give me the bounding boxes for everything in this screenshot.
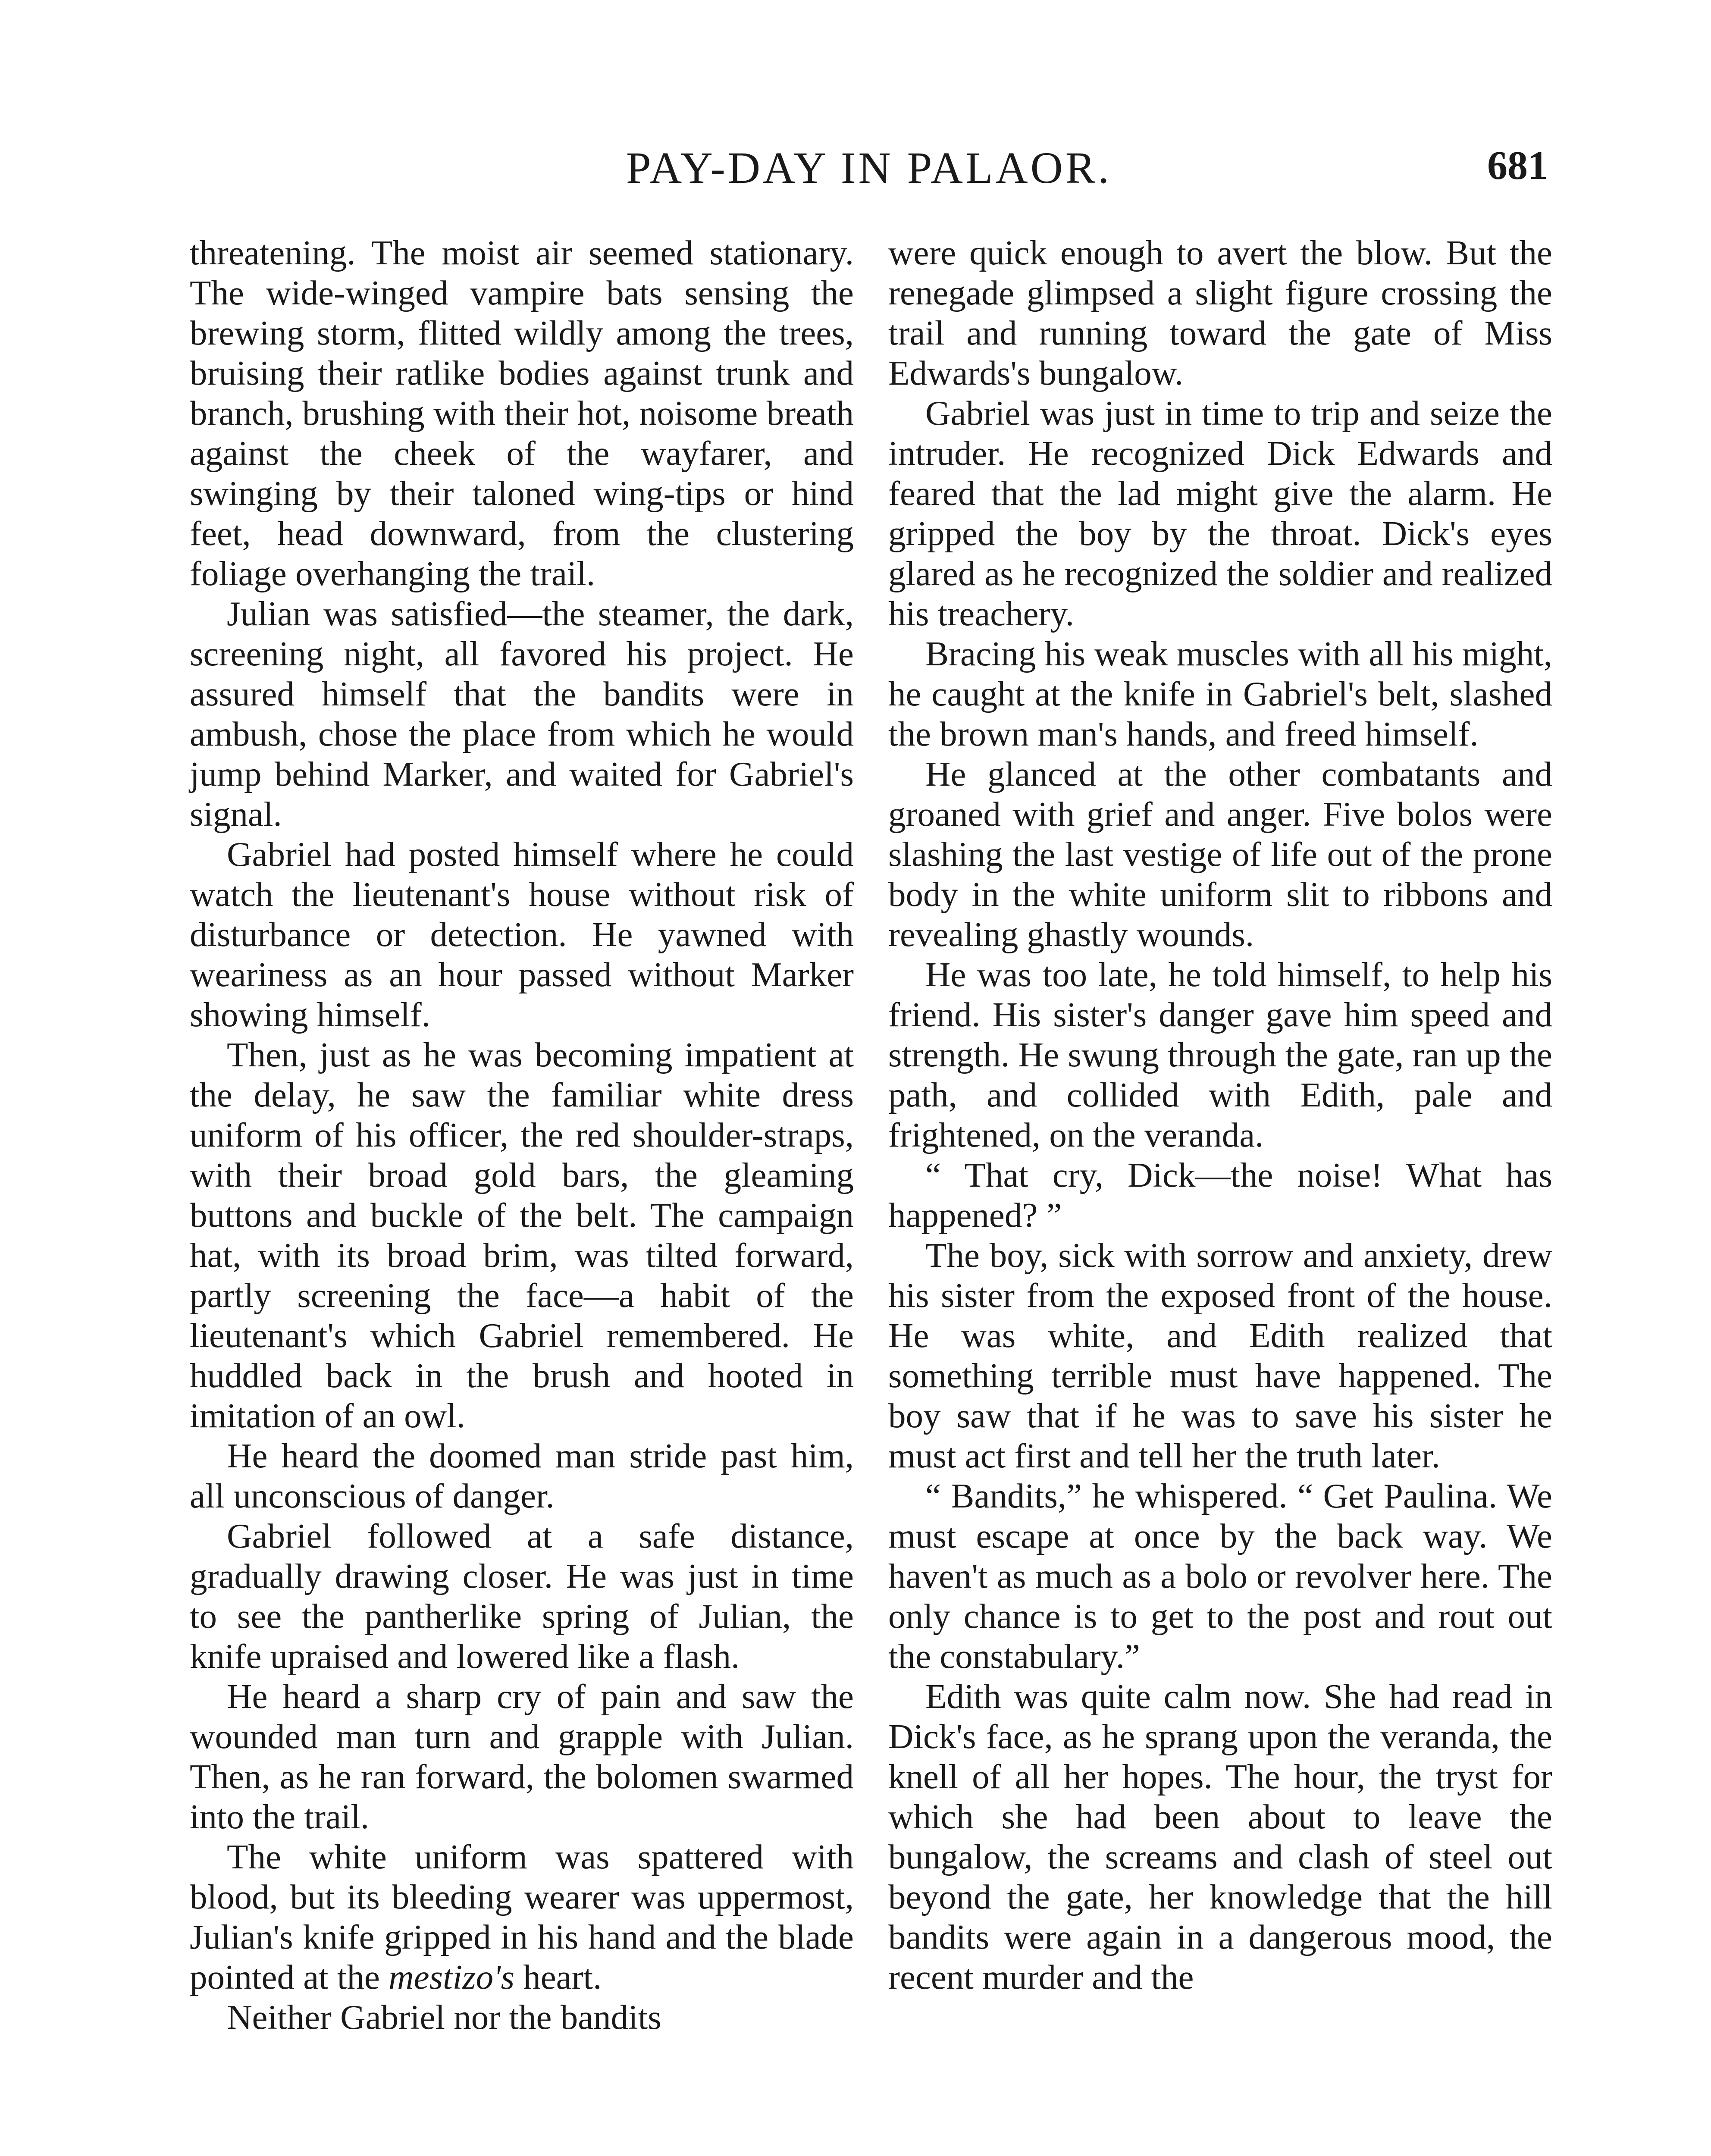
running-header bbox=[190, 142, 1548, 203]
paragraph: He heard the doomed man stride past him, all unconscious of danger. bbox=[190, 1436, 854, 1515]
paragraph: Gabriel followed at a safe distance, gradually drawing closer. He was just in time to see the pantherlike spring of Julian, the knife upraised and lowered like a flash. bbox=[190, 1517, 854, 1676]
right-column bbox=[888, 233, 1552, 1997]
paragraph: Gabriel had posted himself where he could watch the lieutenant's house without risk of disturbance or detection. He yawned with weariness as an hour passed without Marker showing himself. bbox=[190, 835, 854, 1034]
paragraph bbox=[190, 1837, 854, 1997]
paragraph: The boy, sick with sorrow and anxiety, drew his sister from the exposed front of the house. He was white, and Edith realized that something terrible must have happened. The boy saw that if he was to save his sister he must act first and tell her the truth later. bbox=[888, 1236, 1552, 1475]
paragraph-text: The white uniform was spattered with blood, but its bleeding wearer was uppermost, Julian's knife gripped in his hand and the blade pointed at the bbox=[190, 1837, 854, 1996]
paragraph: Bracing his weak muscles with all his might, he caught at the knife in Gabriel's belt, slashed the brown man's hands, and freed himself. bbox=[888, 634, 1552, 753]
paragraph: “ That cry, Dick—the noise! What has happened? ” bbox=[888, 1156, 1552, 1235]
paragraph: Gabriel was just in time to trip and seize the intruder. He recognized Dick Edwards and feared that the lad might give the alarm. He gripped the boy by the throat. Dick's eyes glared as he recognized the soldier and realized his treachery. bbox=[888, 394, 1552, 633]
paragraph: Edith was quite calm now. She had read in Dick's face, as he sprang upon the veranda, the knell of all her hopes. The hour, the tryst for which she had been about to leave the bungalow, the screams and clash of steel out beyond the gate, her knowledge that the hill bandits were again in a dangerous mood, the recent murder and the bbox=[888, 1677, 1552, 1996]
paragraph: He glanced at the other combatants and groaned with grief and anger. Five bolos were slashing the last vestige of life out of the prone body in the white uniform slit to ribbons and revealing ghastly wounds. bbox=[888, 755, 1552, 954]
page-number: 681 bbox=[1487, 143, 1548, 188]
paragraph: Neither Gabriel nor the bandits bbox=[227, 1998, 661, 2037]
paragraph: Then, just as he was becoming impatient at the delay, he saw the familiar white dress uniform of his officer, the red shoulder-straps, with their broad gold bars, the gleaming buttons and buckle of the belt. The campaign hat, with its broad brim, was tilted forward, partly screening the face—a habit of the lieutenant's which Gabriel remembered. He huddled back in the brush and hooted in imitation of an owl. bbox=[190, 1035, 854, 1435]
paragraph: “ Bandits,” he whispered. “ Get Paulina. We must escape at once by the back way. We haven't as much as a bolo or revolver here. The only chance is to get to the post and rout out the constabulary.” bbox=[888, 1476, 1552, 1676]
paragraph: threatening. The moist air seemed stationary. The wide-winged vampire bats sensing the brewing storm, flitted wildly among the trees, bruising their ratlike bodies against trunk and branch, brushing with their hot, noisome breath against the cheek of the wayfarer, and swinging by their taloned wing-tips or hind feet, head downward, from the clustering foliage overhanging the trail. bbox=[190, 233, 854, 593]
paragraph: He was too late, he told himself, to help his friend. His sister's danger gave him speed and strength. He swung through the gate, ran up the path, and collided with Edith, pale and frightened, on the veranda. bbox=[888, 955, 1552, 1154]
left-column bbox=[190, 233, 854, 2037]
running-title: PAY-DAY IN PALAOR. bbox=[626, 143, 1112, 193]
paragraph-text: heart. bbox=[514, 1958, 602, 1996]
italic-word: mestizo's bbox=[389, 1958, 514, 1996]
paragraph: Julian was satisfied—the steamer, the dark, screening night, all favored his project. He assured himself that the bandits were in ambush, chose the place from which he would jump behind Marker, and waited for Gabriel's signal. bbox=[190, 594, 854, 834]
paragraph: were quick enough to avert the blow. But the renegade glimpsed a slight figure crossing the trail and running toward the gate of Miss Edwards's bungalow. bbox=[888, 233, 1552, 392]
paragraph: He heard a sharp cry of pain and saw the wounded man turn and grapple with Julian. Then, as he ran forward, the bolomen swarmed into the trail. bbox=[190, 1677, 854, 1836]
